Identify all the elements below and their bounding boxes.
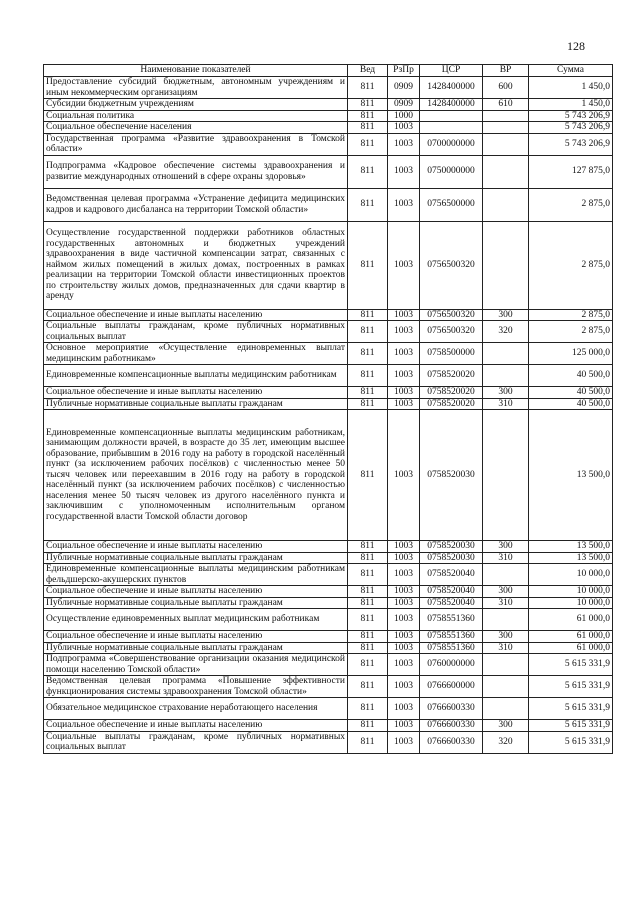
table-row	[44, 110, 613, 122]
table-row	[44, 365, 613, 387]
table-row	[44, 586, 613, 598]
cell-rzpr: 1003	[388, 155, 420, 188]
cell-sum: 2 875,0	[529, 321, 613, 343]
cell-sum: 5 743 206,9	[529, 122, 613, 134]
cell-csr: 0758520040	[420, 597, 483, 609]
cell-csr: 0756500320	[420, 221, 483, 309]
page-number: 128	[567, 39, 585, 53]
cell-rzpr: 1003	[388, 410, 420, 541]
cell-rzpr: 1003	[388, 564, 420, 586]
table-header-row	[44, 65, 613, 77]
cell-sum: 5 743 206,9	[529, 110, 613, 122]
cell-csr: 0766600000	[420, 676, 483, 698]
cell-rzpr: 1003	[388, 398, 420, 410]
cell-rzpr: 1000	[388, 110, 420, 122]
cell-csr: 0756500320	[420, 309, 483, 321]
cell-name: Публичные нормативные социальные выплаты гражданам	[44, 552, 348, 564]
cell-vr	[483, 609, 529, 631]
cell-sum: 40 500,0	[529, 365, 613, 387]
cell-name: Социальное обеспечение и иные выплаты населению	[44, 309, 348, 321]
cell-sum: 2 875,0	[529, 188, 613, 221]
cell-sum: 1 450,0	[529, 99, 613, 111]
cell-rzpr: 1003	[388, 597, 420, 609]
cell-rzpr: 1003	[388, 552, 420, 564]
table-row	[44, 631, 613, 643]
cell-name: Осуществление государственной поддержки работников областных государственных автономных и бюджетных учреждений здравоохранения в виде частичной компенсации затрат, связанных с наймом жилых помещений в жилых домах, построенных в рамках реализации на территории Томской области инвестиционных проектов по строительству жилых домов, предназначенных для сдачи квартир в аренду	[44, 221, 348, 309]
cell-vr: 310	[483, 642, 529, 654]
cell-vr	[483, 654, 529, 676]
cell-name: Социальное обеспечение и иные выплаты населению	[44, 720, 348, 732]
cell-csr: 0758500000	[420, 343, 483, 365]
cell-sum: 2 875,0	[529, 309, 613, 321]
cell-name: Социальное обеспечение и иные выплаты населению	[44, 387, 348, 399]
cell-vr: 300	[483, 387, 529, 399]
cell-sum: 10 000,0	[529, 597, 613, 609]
cell-csr: 0756500000	[420, 188, 483, 221]
cell-vr	[483, 365, 529, 387]
cell-vr	[483, 343, 529, 365]
cell-rzpr: 1003	[388, 343, 420, 365]
cell-name: Социальное обеспечение населения	[44, 122, 348, 134]
cell-ved: 811	[348, 365, 388, 387]
table-row	[44, 597, 613, 609]
cell-ved: 811	[348, 410, 388, 541]
cell-rzpr: 1003	[388, 654, 420, 676]
cell-vr: 310	[483, 398, 529, 410]
column-header-ved: Вед	[348, 65, 388, 77]
cell-name: Обязательное медицинское страхование неработающего населения	[44, 698, 348, 720]
cell-sum: 13 500,0	[529, 552, 613, 564]
cell-csr: 0758520040	[420, 586, 483, 598]
table-row	[44, 221, 613, 309]
cell-csr: 0760000000	[420, 654, 483, 676]
cell-csr: 0766600330	[420, 698, 483, 720]
cell-csr: 0758520030	[420, 410, 483, 541]
table-row	[44, 552, 613, 564]
cell-csr: 0758520020	[420, 387, 483, 399]
cell-ved: 811	[348, 155, 388, 188]
table-row	[44, 99, 613, 111]
cell-name: Социальное обеспечение и иные выплаты населению	[44, 631, 348, 643]
cell-ved: 811	[348, 387, 388, 399]
cell-rzpr: 1003	[388, 133, 420, 155]
cell-csr: 0758520030	[420, 541, 483, 553]
cell-csr: 0758520020	[420, 365, 483, 387]
cell-csr: 0750000000	[420, 155, 483, 188]
cell-sum: 13 500,0	[529, 541, 613, 553]
cell-rzpr: 0909	[388, 77, 420, 99]
cell-ved: 811	[348, 221, 388, 309]
cell-name: Социальные выплаты гражданам, кроме публичных нормативных социальных выплат	[44, 731, 348, 753]
cell-ved: 811	[348, 552, 388, 564]
cell-csr: 0758551360	[420, 631, 483, 643]
cell-sum: 5 743 206,9	[529, 133, 613, 155]
table-row	[44, 720, 613, 732]
cell-name: Предоставление субсидий бюджетным, автономным учреждениям и иным некоммерческим организациям	[44, 77, 348, 99]
column-header-csr: ЦСР	[420, 65, 483, 77]
cell-sum: 1 450,0	[529, 77, 613, 99]
cell-sum: 61 000,0	[529, 642, 613, 654]
budget-table	[43, 64, 613, 754]
table-row	[44, 77, 613, 99]
cell-ved: 811	[348, 586, 388, 598]
cell-vr	[483, 564, 529, 586]
column-header-rzpr: РзПр	[388, 65, 420, 77]
table-body	[44, 77, 613, 754]
table-row	[44, 188, 613, 221]
cell-name: Подпрограмма «Совершенствование организации оказания медицинской помощи населению Томской области»	[44, 654, 348, 676]
cell-ved: 811	[348, 731, 388, 753]
table-row	[44, 343, 613, 365]
cell-rzpr: 1003	[388, 387, 420, 399]
table-row	[44, 321, 613, 343]
cell-name: Осуществление единовременных выплат медицинским работникам	[44, 609, 348, 631]
cell-vr	[483, 110, 529, 122]
cell-vr	[483, 155, 529, 188]
cell-vr	[483, 410, 529, 541]
cell-ved: 811	[348, 99, 388, 111]
table-row	[44, 609, 613, 631]
cell-rzpr: 1003	[388, 698, 420, 720]
column-header-vr: ВР	[483, 65, 529, 77]
cell-name: Единовременные компенсационные выплаты медицинским работникам фельдшерско-акушерских пунктов	[44, 564, 348, 586]
cell-name: Социальное обеспечение и иные выплаты населению	[44, 541, 348, 553]
cell-name: Публичные нормативные социальные выплаты гражданам	[44, 642, 348, 654]
cell-name: Социальные выплаты гражданам, кроме публичных нормативных социальных выплат	[44, 321, 348, 343]
cell-csr: 0758551360	[420, 642, 483, 654]
table-row	[44, 541, 613, 553]
cell-ved: 811	[348, 698, 388, 720]
cell-ved: 811	[348, 597, 388, 609]
cell-csr: 0758520030	[420, 552, 483, 564]
table-row	[44, 309, 613, 321]
cell-name: Основное мероприятие «Осуществление единовременных выплат медицинским работникам»	[44, 343, 348, 365]
column-header-sum: Сумма	[529, 65, 613, 77]
cell-ved: 811	[348, 676, 388, 698]
cell-vr: 600	[483, 77, 529, 99]
cell-sum: 5 615 331,9	[529, 698, 613, 720]
cell-name: Социальное обеспечение и иные выплаты населению	[44, 586, 348, 598]
cell-ved: 811	[348, 188, 388, 221]
cell-ved: 811	[348, 720, 388, 732]
table-row	[44, 654, 613, 676]
cell-name: Единовременные компенсационные выплаты медицинским работникам	[44, 365, 348, 387]
cell-vr: 300	[483, 720, 529, 732]
cell-vr: 300	[483, 541, 529, 553]
cell-csr: 1428400000	[420, 77, 483, 99]
cell-ved: 811	[348, 343, 388, 365]
cell-rzpr: 1003	[388, 365, 420, 387]
table-row	[44, 133, 613, 155]
cell-name: Социальная политика	[44, 110, 348, 122]
cell-rzpr: 1003	[388, 221, 420, 309]
cell-vr: 300	[483, 309, 529, 321]
cell-rzpr: 1003	[388, 309, 420, 321]
table-row	[44, 642, 613, 654]
cell-ved: 811	[348, 541, 388, 553]
cell-vr: 300	[483, 586, 529, 598]
cell-rzpr: 1003	[388, 642, 420, 654]
cell-vr: 320	[483, 731, 529, 753]
cell-sum: 40 500,0	[529, 398, 613, 410]
cell-sum: 5 615 331,9	[529, 720, 613, 732]
cell-vr: 310	[483, 597, 529, 609]
cell-ved: 811	[348, 77, 388, 99]
table-row	[44, 155, 613, 188]
cell-csr: 0758551360	[420, 609, 483, 631]
cell-rzpr: 1003	[388, 676, 420, 698]
cell-csr: 0700000000	[420, 133, 483, 155]
cell-ved: 811	[348, 654, 388, 676]
cell-name: Публичные нормативные социальные выплаты гражданам	[44, 398, 348, 410]
cell-vr: 300	[483, 631, 529, 643]
cell-csr: 0766600330	[420, 720, 483, 732]
cell-vr: 310	[483, 552, 529, 564]
cell-vr	[483, 676, 529, 698]
table-row	[44, 387, 613, 399]
cell-name: Ведомственная целевая программа «Устранение дефицита медицинских кадров и кадрового дисбаланса на территории Томской области»	[44, 188, 348, 221]
cell-rzpr: 1003	[388, 122, 420, 134]
cell-sum: 5 615 331,9	[529, 676, 613, 698]
cell-vr	[483, 188, 529, 221]
cell-rzpr: 1003	[388, 731, 420, 753]
cell-ved: 811	[348, 631, 388, 643]
cell-sum: 61 000,0	[529, 631, 613, 643]
cell-sum: 40 500,0	[529, 387, 613, 399]
cell-csr: 0756500320	[420, 321, 483, 343]
cell-name: Публичные нормативные социальные выплаты гражданам	[44, 597, 348, 609]
cell-name: Единовременные компенсационные выплаты медицинским работникам, занимающим должности врачей, в возрасте до 35 лет, имеющим высшее образование, прибывшим в 2016 году на работу в городской населённый пункт (за исключением рабочих посёлков) с численностью менее 50 тысяч человек или переехавшим в 2016 году на работу в городской населённый пункт (за исключением рабочих посёлков) с численностью населения менее 50 тысяч человек из другого населённого пункта и заключившим с уполномоченным исполнительным органом государственной власти Томской области договор	[44, 410, 348, 541]
cell-csr	[420, 122, 483, 134]
table-row	[44, 564, 613, 586]
table-row	[44, 698, 613, 720]
cell-csr: 1428400000	[420, 99, 483, 111]
cell-rzpr: 1003	[388, 321, 420, 343]
cell-vr	[483, 221, 529, 309]
cell-vr: 320	[483, 321, 529, 343]
cell-sum: 13 500,0	[529, 410, 613, 541]
table-row	[44, 410, 613, 541]
cell-csr: 0758520040	[420, 564, 483, 586]
cell-csr: 0758520020	[420, 398, 483, 410]
cell-sum: 10 000,0	[529, 586, 613, 598]
table-row	[44, 731, 613, 753]
cell-rzpr: 0909	[388, 99, 420, 111]
cell-csr	[420, 110, 483, 122]
cell-ved: 811	[348, 609, 388, 631]
cell-name: Государственная программа «Развитие здравоохранения в Томской области»	[44, 133, 348, 155]
cell-ved: 811	[348, 321, 388, 343]
cell-vr	[483, 122, 529, 134]
cell-name: Подпрограмма «Кадровое обеспечение системы здравоохранения и развитие международных отношений в сфере охраны здоровья»	[44, 155, 348, 188]
cell-name: Ведомственная целевая программа «Повышение эффективности функционирования системы здравоохранения Томской области»	[44, 676, 348, 698]
cell-ved: 811	[348, 564, 388, 586]
cell-csr: 0766600330	[420, 731, 483, 753]
cell-sum: 61 000,0	[529, 609, 613, 631]
cell-sum: 10 000,0	[529, 564, 613, 586]
cell-ved: 811	[348, 122, 388, 134]
cell-ved: 811	[348, 642, 388, 654]
cell-vr	[483, 133, 529, 155]
cell-ved: 811	[348, 110, 388, 122]
cell-sum: 5 615 331,9	[529, 654, 613, 676]
cell-rzpr: 1003	[388, 541, 420, 553]
cell-ved: 811	[348, 309, 388, 321]
table-row	[44, 122, 613, 134]
table-row	[44, 398, 613, 410]
table-row	[44, 676, 613, 698]
cell-ved: 811	[348, 133, 388, 155]
cell-sum: 5 615 331,9	[529, 731, 613, 753]
column-header-name: Наименование показателей	[44, 65, 348, 77]
cell-rzpr: 1003	[388, 720, 420, 732]
cell-sum: 2 875,0	[529, 221, 613, 309]
cell-vr	[483, 698, 529, 720]
cell-rzpr: 1003	[388, 631, 420, 643]
cell-rzpr: 1003	[388, 188, 420, 221]
cell-ved: 811	[348, 398, 388, 410]
cell-sum: 127 875,0	[529, 155, 613, 188]
cell-rzpr: 1003	[388, 609, 420, 631]
cell-vr: 610	[483, 99, 529, 111]
cell-name: Субсидии бюджетным учреждениям	[44, 99, 348, 111]
cell-rzpr: 1003	[388, 586, 420, 598]
cell-sum: 125 000,0	[529, 343, 613, 365]
